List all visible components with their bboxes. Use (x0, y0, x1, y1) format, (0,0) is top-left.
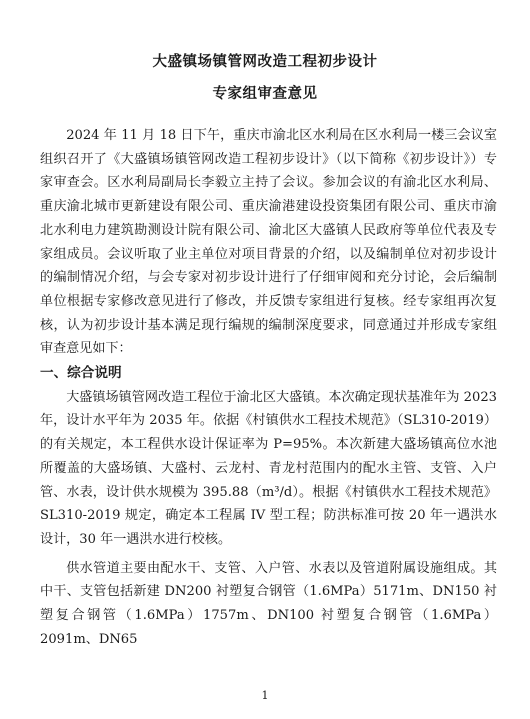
document-subtitle: 专家组审查意见 (212, 86, 318, 102)
paragraph-intro: 2024 年 11 月 18 日下午，重庆市渝北区水利局在区水利局一楼三会议室组织召开了《大盛镇场镇管网改造工程初步设计》（以下简称《初步设计》）专家审查会。区水利局副局长李毅立主持了会议。参加会议的有渝北区水利局、重庆渝北城市更新建设有限公司、重庆渝港建设投资集团有限公司、重庆市渝北水利电力建筑勘测设计院有限公司、渝北区大盛镇人民政府等单位代表及专家组成员。会议听取了业主单位对项目背景的介绍，以及编制单位对初步设计的编制情况介绍，与会专家对初步设计进行了仔细审阅和充分讨论，会后编制单位根据专家修改意见进行了修改，并反馈专家组进行复核。经专家组再次复核，认为初步设计基本满足现行编规的编制深度要求，同意通过并形成专家组审查意见如下： (40, 128, 497, 357)
section-heading-overview: 一、综合说明 (40, 365, 122, 382)
paragraph-pipes: 供水管道主要由配水干、支管、入户管、水表以及管道附属设施组成。其中干、支管包括新建 DN200 衬塑复合钢管（1.6MPa）5171m、DN150 衬塑复合钢管（1.6MPa）1757m、DN100 衬塑复合钢管（1.6MPa）2091m、DN65 (40, 560, 497, 647)
page-number: 1 (261, 689, 269, 702)
document-body (40, 124, 497, 651)
paragraph-overview: 大盛镇场镇管网改造工程位于渝北区大盛镇。本次确定现状基准年为 2023 年，设计水平年为 2035 年。依据《村镇供水工程技术规范》（SL310-2019）的有关规定，本工程供水设计保证率为 P=95%。本次新建大盛场镇高位水池所覆盖的大盛场镇、大盛村、云龙村、青龙村范围内的配水主管、支管、入户管、水表，设计供水规模为 395.88（m³/d）。根据《村镇供水工程技术规范》SL310-2019 规定，确定本工程属 IV 型工程；防洪标准可按 20 年一遇洪水设计，30 年一遇洪水进行校核。 (40, 389, 497, 547)
document-title: 大盛镇场镇管网改造工程初步设计 (152, 54, 378, 70)
